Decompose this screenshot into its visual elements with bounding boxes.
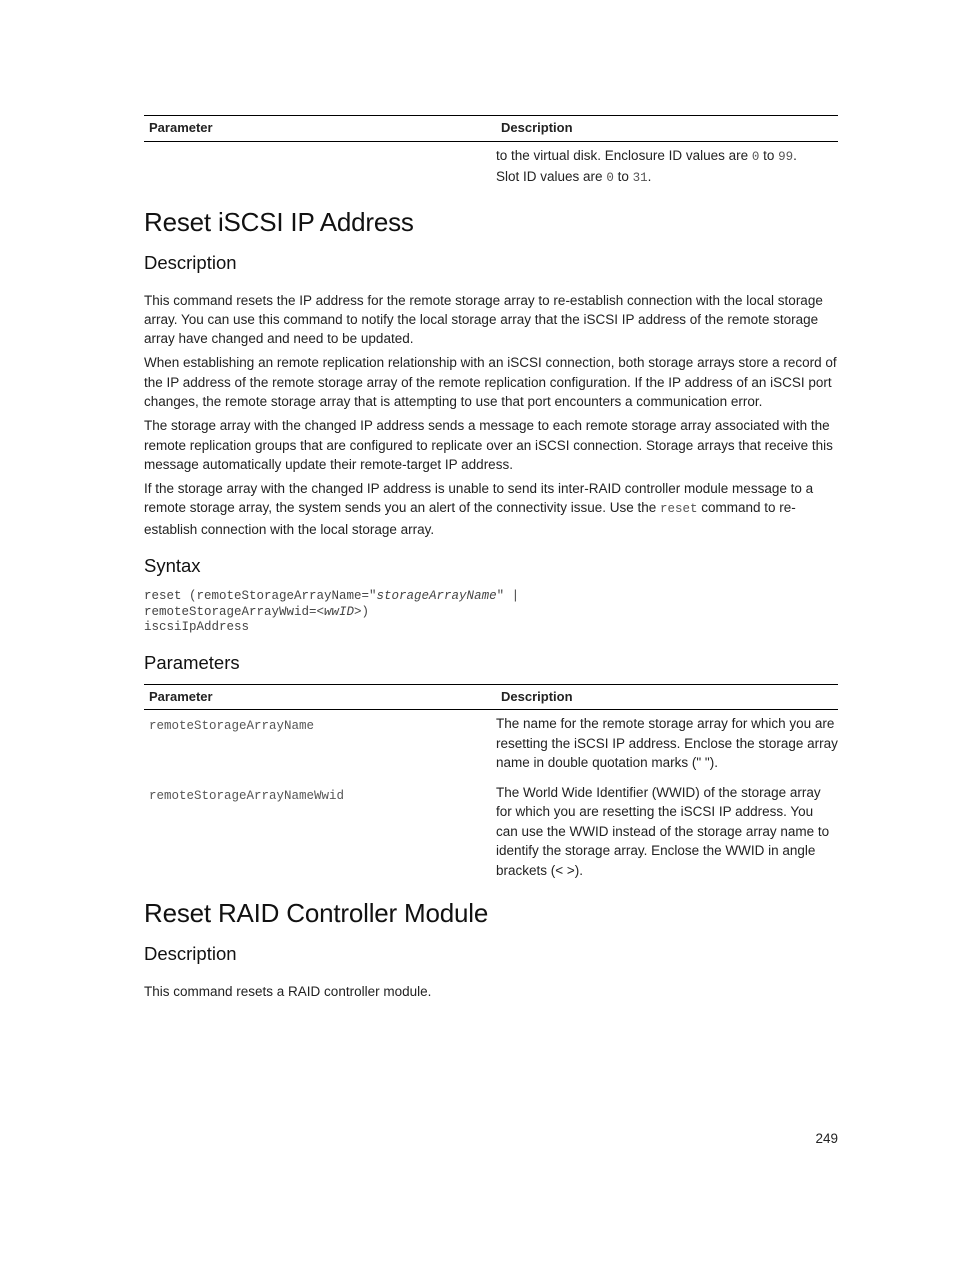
- parameters-table: [144, 684, 838, 881]
- document-page: [144, 115, 838, 1001]
- table-row: [144, 710, 838, 783]
- parameter-name: remoteStorageArrayNameWwid: [149, 788, 345, 803]
- continued-parameter-table: [144, 115, 838, 189]
- parameter-description: The World Wide Identifier (WWID) of the storage array for which you are resetting the iSCSI IP address. You can use the WWID instead of the storage array name to identify the storage array. Enclose the WWID in angle brackets (< >).: [496, 784, 830, 878]
- table-header-description: Description: [496, 684, 838, 710]
- section-title-reset-iscsi: Reset iSCSI IP Address: [144, 206, 414, 237]
- description-heading: Description: [144, 251, 237, 273]
- page-number: 249: [815, 1131, 838, 1146]
- description-paragraph: When establishing an remote replication relationship with an iSCSI connection, both storage arrays store a record of the IP address of the remote storage array of the remote replication configuration. If the IP address of an iSCSI port changes, the remote storage array that is attempting to use that port encounters a communication error.: [144, 355, 837, 409]
- parameters-heading: Parameters: [144, 651, 240, 673]
- table-row: [144, 783, 838, 881]
- description-paragraph: This command resets the IP address for the remote storage array to re-establish connection with the local storage array. You can use this command to notify the local storage array that the iSCSI IP address of the remote storage array have changed and need to be updated.: [144, 292, 823, 347]
- section-title-reset-raid: Reset RAID Controller Module: [144, 898, 489, 929]
- syntax-heading: Syntax: [144, 555, 201, 577]
- description-heading: Description: [144, 943, 237, 965]
- parameter-description: The name for the remote storage array for which you are resetting the iSCSI IP address. Enclose the storage array name in double quotation marks (" ").: [496, 716, 838, 771]
- continued-description-cell: to the virtual disk. Enclosure ID values are 0 to 99. Slot ID values are 0 to 31.: [496, 147, 797, 185]
- parameter-name: remoteStorageArrayName: [149, 719, 315, 734]
- inline-code: reset: [660, 502, 698, 517]
- description-paragraph: The storage array with the changed IP address sends a message to each remote storage array associated with the remote replication groups that are configured to replicate over an iSCSI connection. Storage arrays that receive this message automatically update their remote-target IP address.: [144, 418, 833, 472]
- table-header-parameter: Parameter: [144, 116, 496, 142]
- description-paragraph: If the storage array with the changed IP address is unable to send its inter-RAID controller module message to a remote storage array, the system sends you an alert of the connectivity issue. Use the reset command to re-establish connection with the local storage array.: [144, 481, 814, 537]
- table-header-description: Description: [496, 116, 838, 142]
- description-paragraph: This command resets a RAID controller module.: [144, 984, 432, 1000]
- table-row: [144, 141, 838, 189]
- syntax-code-block: reset (remoteStorageArrayName="storageArrayName" | remoteStorageArrayWwid=<wwID>) iscsiIpAddress: [144, 589, 520, 635]
- table-header-parameter: Parameter: [144, 684, 496, 710]
